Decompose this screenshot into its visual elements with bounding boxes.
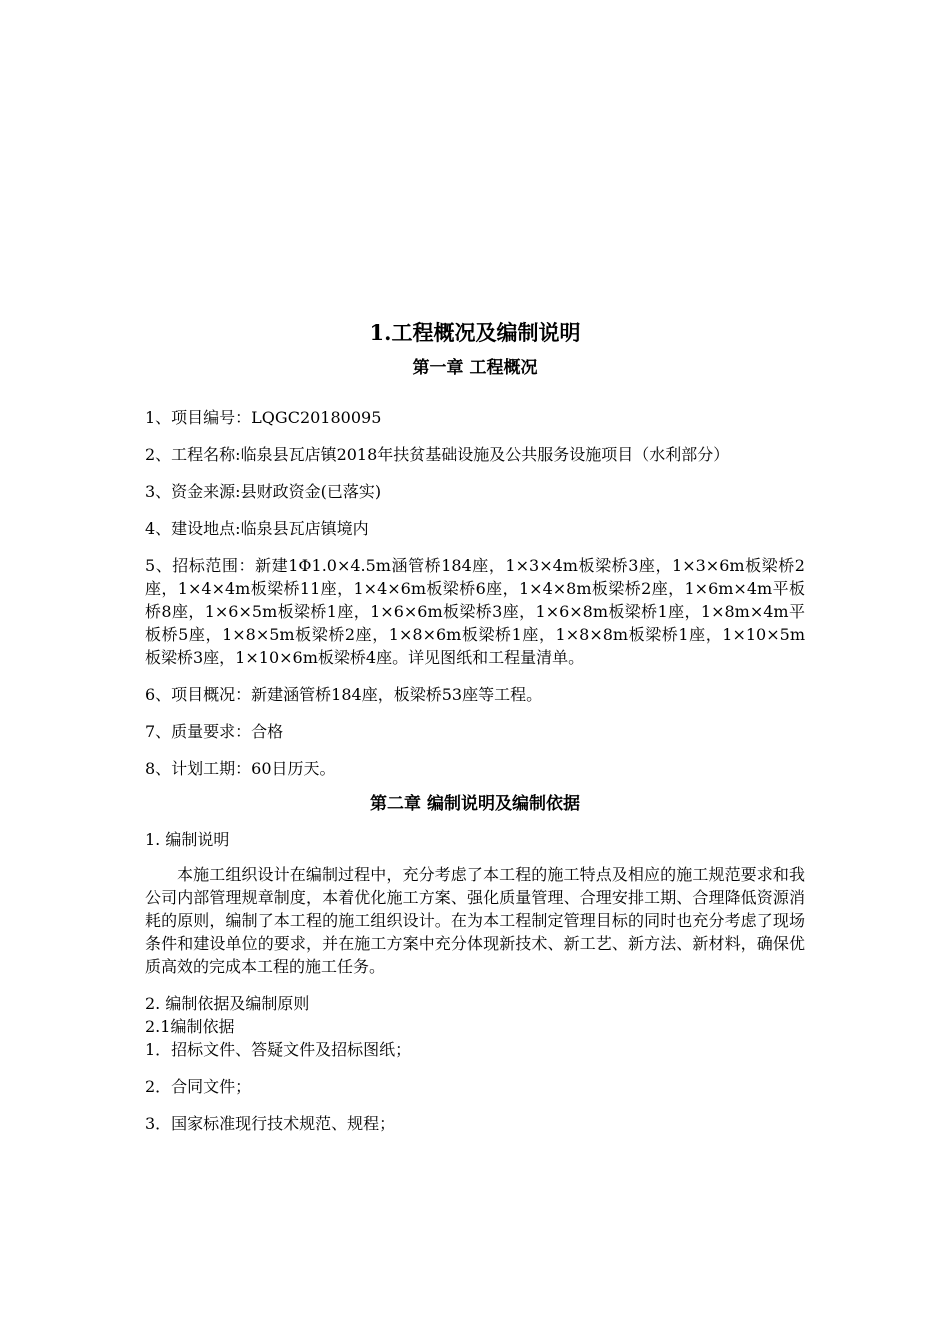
section-2-heading: 2. 编制依据及编制原则 xyxy=(145,994,310,1013)
main-title: 1.工程概况及编制说明 xyxy=(369,320,581,345)
planned-duration: 8、计划工期：60日历天。 xyxy=(145,759,336,778)
project-name: 2、工程名称:临泉县瓦店镇2018年扶贫基础设施及公共服务设施项目（水利部分） xyxy=(145,445,730,464)
chapter-1-title: 第一章 工程概况 xyxy=(412,358,538,378)
basis-item-1: 1．招标文件、答疑文件及招标图纸； xyxy=(145,1040,412,1059)
basis-item-3: 3．国家标准现行技术规范、规程； xyxy=(145,1114,396,1133)
chapter-2-title: 第二章 编制说明及编制依据 xyxy=(370,794,580,814)
quality-requirement: 7、质量要求：合格 xyxy=(145,722,284,741)
project-overview: 6、项目概况：新建涵管桥184座，板梁桥53座等工程。 xyxy=(145,685,543,704)
project-number: 1、项目编号：LQGC20180095 xyxy=(145,408,382,427)
section-1-heading: 1. 编制说明 xyxy=(145,830,230,849)
bidding-scope: 5、招标范围：新建1Φ1.0×4.5m涵管桥184座，1×3×4m板梁桥3座，1×3×6m板梁桥2座，1×4×4m板梁桥11座，1×4×6m板梁桥6座，1×4×8m板梁桥2座，1×6m×4m平板桥8座，1×6×5m板梁桥1座，1×6×6m板梁桥3座，1×6×8m板梁桥1座，1×8m×4m平板桥5座，1×8×5m板梁桥2座，1×8×6m板梁桥1座，1×8×8m板梁桥1座，1×10×5m板梁桥3座，1×10×6m板梁桥4座。详见图纸和工程量清单。 xyxy=(145,556,805,667)
document-body xyxy=(145,318,805,1135)
section-2-1-heading: 2.1编制依据 xyxy=(145,1017,235,1036)
construction-location: 4、建设地点:临泉县瓦店镇境内 xyxy=(145,519,369,538)
basis-item-2: 2．合同文件； xyxy=(145,1077,252,1096)
section-1-body: 本施工组织设计在编制过程中，充分考虑了本工程的施工特点及相应的施工规范要求和我公司内部管理规章制度，本着优化施工方案、强化质量管理、合理安排工期、合理降低资源消耗的原则，编制了本工程的施工组织设计。在为本工程制定管理目标的同时也充分考虑了现场条件和建设单位的要求，并在施工方案中充分体现新技术、新工艺、新方法、新材料，确保优质高效的完成本工程的施工任务。 xyxy=(145,865,805,976)
funding-source: 3、资金来源:县财政资金(已落实) xyxy=(145,482,382,501)
